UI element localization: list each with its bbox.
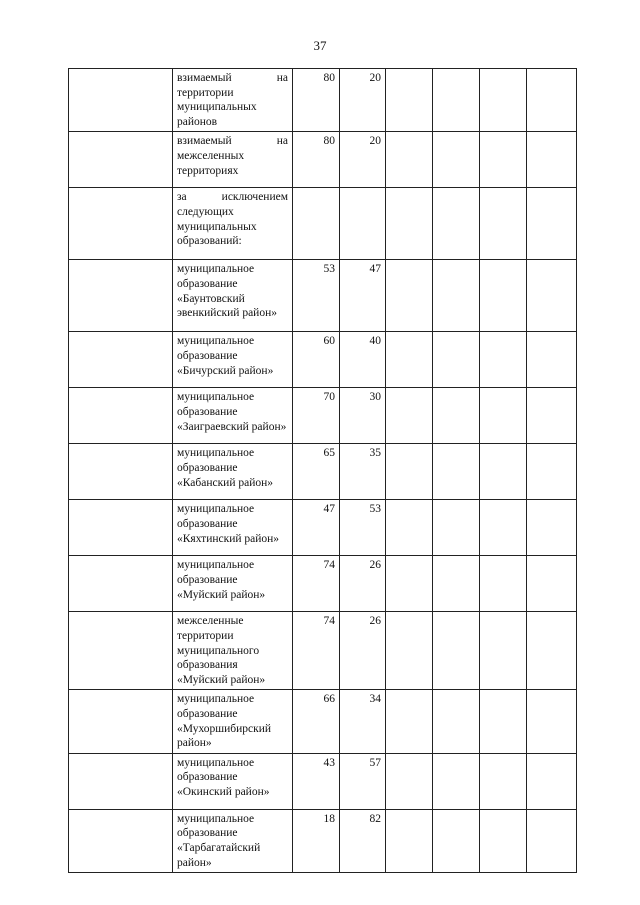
empty-cell <box>480 500 527 556</box>
table-row <box>69 132 577 188</box>
value-cell-1: 18 <box>293 809 340 872</box>
empty-cell <box>480 132 527 188</box>
value-cell-1: 60 <box>293 332 340 388</box>
empty-cell <box>480 260 527 332</box>
empty-cell <box>386 332 433 388</box>
table-row <box>69 753 577 809</box>
empty-cell <box>386 132 433 188</box>
empty-cell <box>527 809 577 872</box>
table-row <box>69 260 577 332</box>
value-cell-1: 47 <box>293 500 340 556</box>
empty-cell <box>386 500 433 556</box>
value-cell-1 <box>293 188 340 260</box>
empty-cell <box>433 753 480 809</box>
empty-cell <box>480 332 527 388</box>
empty-cell <box>527 260 577 332</box>
row-description: муниципальное образование «Кяхтинский район» <box>173 500 293 556</box>
empty-cell <box>386 444 433 500</box>
value-cell-2: 82 <box>340 809 386 872</box>
table-row <box>69 500 577 556</box>
row-description: муниципальное образование «Заиграевский район» <box>173 388 293 444</box>
empty-cell <box>527 388 577 444</box>
value-cell-2 <box>340 188 386 260</box>
empty-cell <box>386 388 433 444</box>
empty-cell <box>433 69 480 132</box>
empty-cell <box>433 809 480 872</box>
row-description: муниципальное образование «Мухоршибирский район» <box>173 690 293 753</box>
row-label-cell <box>69 690 173 753</box>
empty-cell <box>433 260 480 332</box>
empty-cell <box>527 690 577 753</box>
empty-cell <box>527 332 577 388</box>
empty-cell <box>433 332 480 388</box>
empty-cell <box>433 612 480 690</box>
value-cell-1: 66 <box>293 690 340 753</box>
row-description: муниципальное образование «Окинский район» <box>173 753 293 809</box>
value-cell-1: 43 <box>293 753 340 809</box>
row-description: муниципальное образование «Тарбагатайский район» <box>173 809 293 872</box>
row-label-cell <box>69 753 173 809</box>
table-row <box>69 444 577 500</box>
table-row <box>69 332 577 388</box>
row-label-cell <box>69 260 173 332</box>
row-label-cell <box>69 388 173 444</box>
row-description: муниципальное образование «Баунтовский эвенкийский район» <box>173 260 293 332</box>
table-row <box>69 188 577 260</box>
empty-cell <box>386 690 433 753</box>
empty-cell <box>527 612 577 690</box>
empty-cell <box>386 556 433 612</box>
empty-cell <box>386 753 433 809</box>
empty-cell <box>480 556 527 612</box>
row-label-cell <box>69 444 173 500</box>
table-row <box>69 556 577 612</box>
row-label-cell <box>69 612 173 690</box>
value-cell-2: 57 <box>340 753 386 809</box>
empty-cell <box>527 753 577 809</box>
value-cell-2: 26 <box>340 556 386 612</box>
empty-cell <box>386 809 433 872</box>
empty-cell <box>480 188 527 260</box>
row-label-cell <box>69 188 173 260</box>
value-cell-1: 80 <box>293 132 340 188</box>
page-number: 37 <box>313 38 327 53</box>
empty-cell <box>386 188 433 260</box>
distribution-table <box>68 68 577 873</box>
row-label-cell <box>69 332 173 388</box>
row-description: муниципальное образование «Бичурский район» <box>173 332 293 388</box>
empty-cell <box>527 444 577 500</box>
empty-cell <box>480 69 527 132</box>
value-cell-2: 34 <box>340 690 386 753</box>
row-label-cell <box>69 809 173 872</box>
value-cell-2: 35 <box>340 444 386 500</box>
value-cell-1: 53 <box>293 260 340 332</box>
table-row <box>69 69 577 132</box>
table-row <box>69 612 577 690</box>
value-cell-2: 40 <box>340 332 386 388</box>
empty-cell <box>527 188 577 260</box>
empty-cell <box>480 612 527 690</box>
value-cell-2: 20 <box>340 132 386 188</box>
value-cell-1: 65 <box>293 444 340 500</box>
empty-cell <box>527 556 577 612</box>
value-cell-2: 26 <box>340 612 386 690</box>
empty-cell <box>433 132 480 188</box>
table-row <box>69 809 577 872</box>
empty-cell <box>433 500 480 556</box>
empty-cell <box>433 388 480 444</box>
row-label-cell <box>69 132 173 188</box>
empty-cell <box>433 690 480 753</box>
value-cell-1: 70 <box>293 388 340 444</box>
row-description: взимаемый на межселенных территориях <box>173 132 293 188</box>
empty-cell <box>433 188 480 260</box>
value-cell-1: 74 <box>293 556 340 612</box>
empty-cell <box>386 69 433 132</box>
empty-cell <box>527 500 577 556</box>
empty-cell <box>433 444 480 500</box>
table-row <box>69 388 577 444</box>
empty-cell <box>480 809 527 872</box>
row-description: муниципальное образование «Муйский район» <box>173 556 293 612</box>
row-label-cell <box>69 69 173 132</box>
value-cell-2: 53 <box>340 500 386 556</box>
row-description: межселенные территории муниципального образования «Муйский район» <box>173 612 293 690</box>
empty-cell <box>527 132 577 188</box>
row-description: муниципальное образование «Кабанский район» <box>173 444 293 500</box>
empty-cell <box>386 260 433 332</box>
empty-cell <box>527 69 577 132</box>
table-row <box>69 690 577 753</box>
value-cell-2: 30 <box>340 388 386 444</box>
row-label-cell <box>69 500 173 556</box>
empty-cell <box>480 753 527 809</box>
empty-cell <box>480 388 527 444</box>
empty-cell <box>480 690 527 753</box>
row-description: взимаемый на территории муниципальных районов <box>173 69 293 132</box>
empty-cell <box>433 556 480 612</box>
empty-cell <box>386 612 433 690</box>
value-cell-2: 47 <box>340 260 386 332</box>
row-description: за исключением следующих муниципальных образований: <box>173 188 293 260</box>
row-label-cell <box>69 556 173 612</box>
value-cell-1: 74 <box>293 612 340 690</box>
value-cell-2: 20 <box>340 69 386 132</box>
value-cell-1: 80 <box>293 69 340 132</box>
table-body <box>69 69 577 873</box>
empty-cell <box>480 444 527 500</box>
